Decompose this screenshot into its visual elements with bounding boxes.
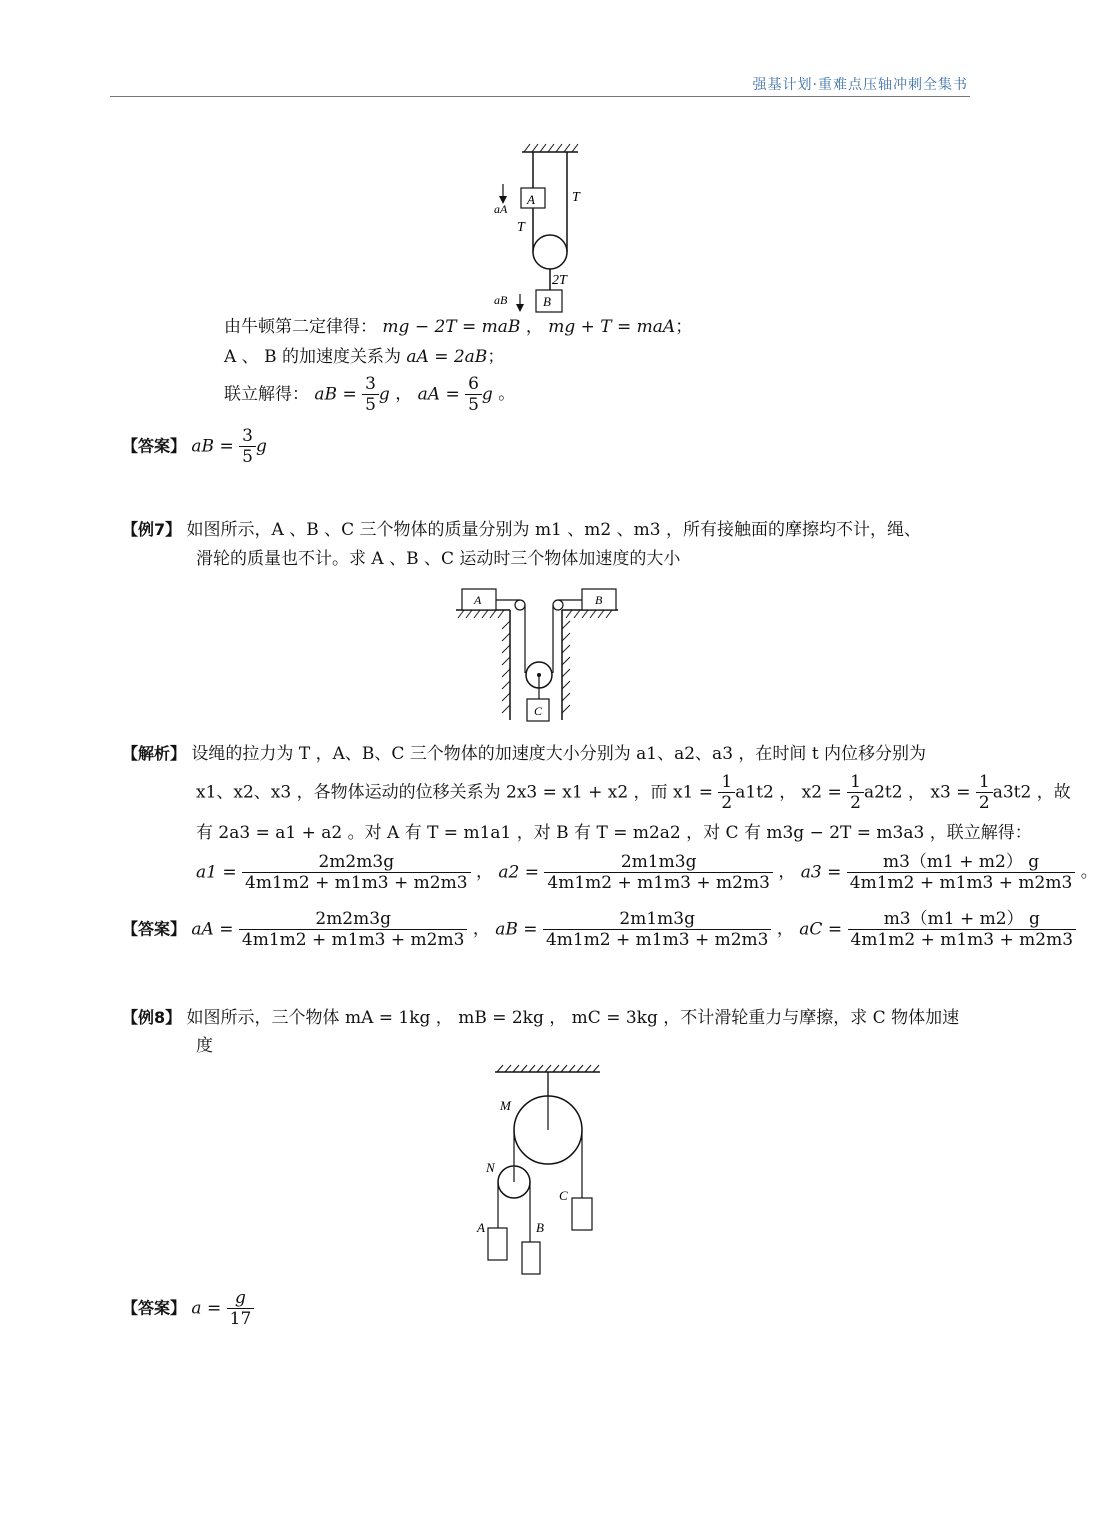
header-rule: [110, 96, 970, 97]
header-title: 强基计划·重难点压轴冲刺全集书: [752, 77, 968, 93]
figure-table-pulley: [454, 585, 634, 725]
answer-8: 【答案】 a = $\frac{g}{17}$: [122, 1288, 254, 1329]
fig1-label-T2: T: [517, 220, 525, 235]
answer-7: 【答案】 aA = $\frac{2m2m3g}{4m1m2 + m1m3 + m2m3}$ ， aB = $\frac{2m1m3g}{4m1m2 + m1m3 + m2m3}$ ， aC = $\frac{m3(m1 + m2) g}{4m1m2 + m1m3 + m2m3}$: [122, 909, 1076, 950]
sol6-line2: A 、 B 的加速度关系为 aA = 2aB；: [224, 347, 505, 367]
example-8-line2: 度: [196, 1036, 213, 1056]
fig3-label-B: B: [536, 1220, 544, 1235]
fig3-label-C: C: [559, 1188, 568, 1203]
fig2-label-B: B: [595, 593, 603, 607]
sol6-line1: 由牛顿第二定律得： mg − 2T = maB ， mg + T = maA；: [224, 317, 693, 337]
fig1-label-B: B: [543, 294, 551, 309]
example-7-line1: 【例7】 如图所示，A 、B 、C 三个物体的质量分别为 m1 、m2 、m3 ，所有接触面的摩擦均不计，绳、: [122, 520, 921, 540]
example-7-line2: 滑轮的质量也不计。求 A 、B 、C 运动时三个物体加速度的大小: [196, 549, 681, 569]
fig1-label-A: A: [527, 192, 535, 207]
fig1-label-T: T: [572, 190, 580, 205]
fig3-label-M: M: [500, 1098, 511, 1113]
fig2-label-C: C: [534, 704, 543, 718]
sol7-line3: 有 2a3 = a1 + a2 。对 A 有 T = m1a1 ，对 B 有 T = m2a2 ，对 C 有 m3g − 2T = m3a3 ，联立解得：: [196, 823, 1032, 843]
fig1-label-2T: 2T: [552, 273, 567, 288]
sol6-line3: 联立解得： aB = $\frac{3}{5}$ g ， aA = $\frac{6}{5}$ g 。: [224, 374, 516, 415]
fig2-label-A: A: [474, 593, 482, 607]
figure-double-pulley: [470, 1062, 610, 1278]
example-8-line1: 【例8】 如图所示，三个物体 mA = 1kg ， mB = 2kg ， mC = 3kg ，不计滑轮重力与摩擦，求 C 物体加速: [122, 1008, 960, 1028]
figure-pulley-ab: [490, 140, 600, 318]
sol7-line2: x1、x2、x3 ，各物体运动的位移关系为 2x3 = x1 + x2 ，而 x1 = $\frac{1}{2}$ a1t2 ， x2 = $\frac{1}{2}$ a2t2 ， x3 = $\frac{1}{2}$ a3t2 ，故: [196, 772, 1071, 813]
fig3-label-A: A: [477, 1220, 485, 1235]
sol7-line1: 【解析】 设绳的拉力为 T ，A、B、C 三个物体的加速度大小分别为 a1、a2、a3 ，在时间 t 内位移分别为: [122, 744, 927, 764]
fig3-label-N: N: [486, 1160, 495, 1175]
sol7-results: a1 = $\frac{2m2m3g}{4m1m2 + m1m3 + m2m3}$ ， a2 = $\frac{2m1m3g}{4m1m2 + m1m3 + m2m3}$ ， a3 = $\frac{m3(m1 + m2) g}{4m1m2 + m1m3 + m2m3}$ 。: [196, 852, 1098, 893]
answer-6: 【答案】 aB = $\frac{3}{5}$ g: [122, 426, 267, 467]
fig1-label-aB: aB: [494, 293, 508, 307]
fig1-label-aA: aA: [494, 202, 508, 216]
